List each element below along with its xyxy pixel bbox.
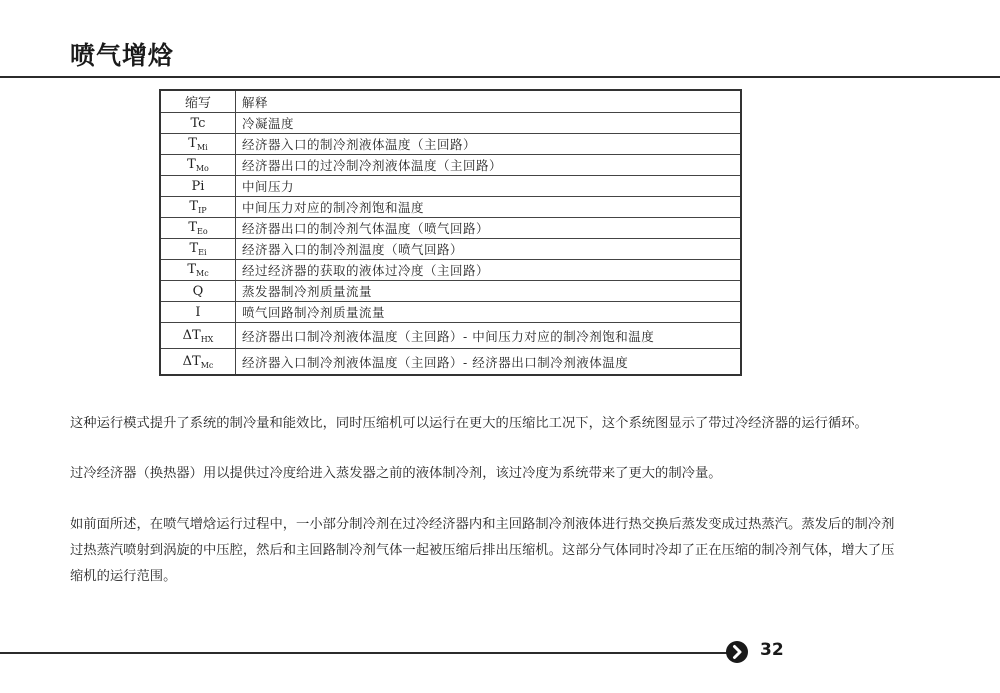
abbr-symbol: Tc bbox=[190, 115, 206, 131]
table-row bbox=[160, 302, 741, 323]
table-row bbox=[160, 218, 741, 239]
abbr-symbol: T bbox=[188, 220, 197, 235]
abbr-symbol: T bbox=[189, 199, 199, 214]
abbr-symbol: I bbox=[195, 304, 201, 320]
abbr-cell bbox=[160, 197, 236, 218]
abbr-cell bbox=[160, 349, 236, 376]
table-row bbox=[160, 134, 741, 155]
table-row bbox=[160, 260, 741, 281]
table-row bbox=[160, 323, 741, 349]
table-row bbox=[160, 239, 741, 260]
desc-cell: 经济器出口的过冷制冷剂液体温度（主回路） bbox=[236, 155, 742, 176]
abbr-cell bbox=[160, 302, 236, 323]
body-paragraph-1: 这种运行模式提升了系统的制冷量和能效比，同时压缩机可以运行在更大的压缩比工况下，这个系统图显示了带过冷经济器的运行循环。 bbox=[70, 416, 868, 431]
abbr-symbol: T bbox=[188, 136, 197, 151]
abbr-symbol: T bbox=[187, 157, 196, 172]
abbr-cell bbox=[160, 218, 236, 239]
table-header-abbr: 缩写 bbox=[160, 90, 236, 113]
page-title: 喷气增焓 bbox=[70, 41, 175, 70]
abbr-cell bbox=[160, 239, 236, 260]
table-row bbox=[160, 155, 741, 176]
footer-divider bbox=[0, 652, 728, 654]
desc-cell: 经过经济器的获取的液体过冷度（主回路） bbox=[236, 260, 742, 281]
desc-cell: 喷气回路制冷剂质量流量 bbox=[236, 302, 742, 323]
table-row bbox=[160, 349, 741, 376]
chevron-right-icon[interactable] bbox=[726, 641, 748, 663]
abbr-subscript: Ei bbox=[198, 248, 207, 257]
abbr-cell bbox=[160, 260, 236, 281]
abbr-subscript: IP bbox=[198, 206, 207, 215]
desc-cell: 经济器入口的制冷剂温度（喷气回路） bbox=[236, 239, 742, 260]
abbreviation-table bbox=[159, 89, 742, 376]
table-row bbox=[160, 281, 741, 302]
desc-cell: 冷凝温度 bbox=[236, 113, 742, 134]
abbr-subscript: HX bbox=[200, 334, 214, 344]
desc-cell: 中间压力 bbox=[236, 176, 742, 197]
abbr-cell bbox=[160, 176, 236, 197]
desc-cell: 经济器出口制冷剂液体温度（主回路）- 中间压力对应的制冷剂饱和温度 bbox=[236, 323, 742, 349]
table-header-desc: 解释 bbox=[236, 90, 742, 113]
desc-cell: 经济器入口的制冷剂液体温度（主回路） bbox=[236, 134, 742, 155]
table-row bbox=[160, 176, 741, 197]
desc-cell: 中间压力对应的制冷剂饱和温度 bbox=[236, 197, 742, 218]
table-row bbox=[160, 197, 741, 218]
abbr-subscript: Eo bbox=[197, 227, 208, 236]
abbr-symbol: Q bbox=[192, 283, 204, 299]
abbr-subscript: Mi bbox=[196, 143, 208, 152]
abbr-cell bbox=[160, 113, 236, 134]
abbr-symbol: Pi bbox=[191, 178, 205, 194]
abbr-subscript: Mc bbox=[200, 360, 214, 370]
abbr-subscript: Mo bbox=[195, 164, 209, 173]
abbr-cell bbox=[160, 155, 236, 176]
abbr-subscript: Mc bbox=[196, 269, 209, 278]
desc-cell: 经济器出口的制冷剂气体温度（喷气回路） bbox=[236, 218, 742, 239]
table-header-row bbox=[160, 90, 741, 113]
abbr-symbol: ΔT bbox=[182, 327, 201, 343]
body-paragraph-3: 如前面所述，在喷气增焓运行过程中，一小部分制冷剂在过冷经济器内和主回路制冷剂液体进行热交换后蒸发变成过热蒸汽。蒸发后的制冷剂过热蒸汽喷射到涡旋的中压腔，然后和主回路制冷剂气体一起被压缩后排出压缩机。这部分气体同时冷却了正在压缩的制冷剂气体，增大了压缩机的运行范围。 bbox=[70, 517, 895, 584]
abbr-cell bbox=[160, 134, 236, 155]
abbr-symbol: T bbox=[187, 262, 196, 277]
header-divider bbox=[0, 76, 1000, 78]
table-row bbox=[160, 113, 741, 134]
body-paragraph-2: 过冷经济器（换热器）用以提供过冷度给进入蒸发器之前的液体制冷剂，该过冷度为系统带来了更大的制冷量。 bbox=[70, 466, 722, 481]
abbr-cell bbox=[160, 323, 236, 349]
desc-cell: 蒸发器制冷剂质量流量 bbox=[236, 281, 742, 302]
abbr-symbol: ΔT bbox=[182, 353, 201, 369]
desc-cell: 经济器入口制冷剂液体温度（主回路）- 经济器出口制冷剂液体温度 bbox=[236, 349, 742, 376]
abbr-cell bbox=[160, 281, 236, 302]
page-number: 32 bbox=[760, 640, 784, 660]
abbr-symbol: T bbox=[189, 241, 199, 256]
